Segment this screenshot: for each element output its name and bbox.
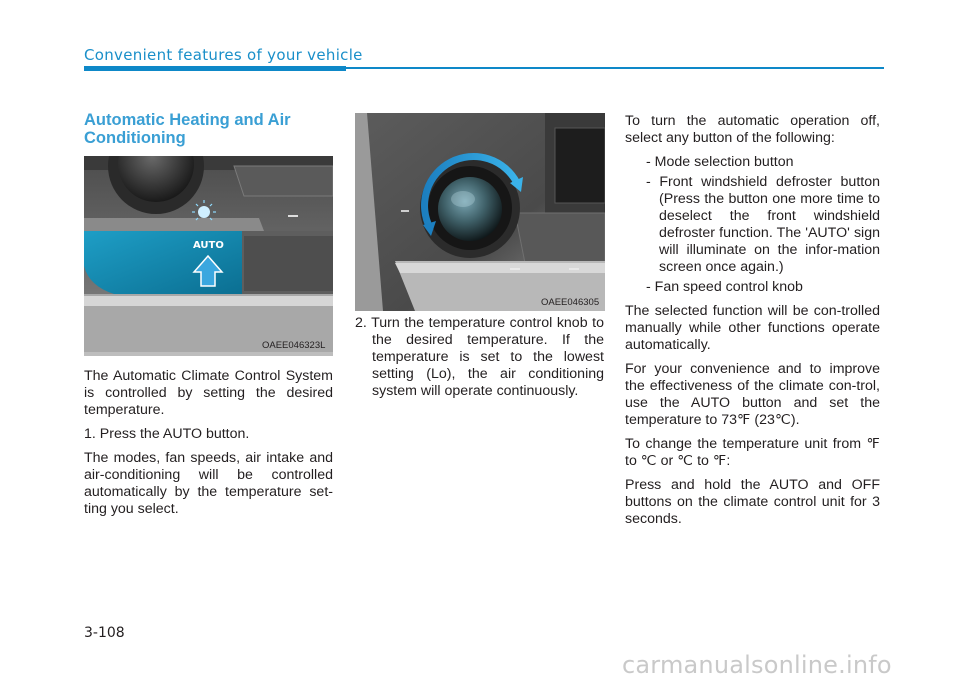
figure-auto-button — [84, 156, 333, 356]
auto-control-paragraph: The modes, fan speeds, air intake and air-conditioning will be controlled automatically by the temperature set-ting you select. — [84, 450, 333, 517]
unit-change-paragraph: To change the temperature unit from ℉ to ℃ or ℃ to ℉: — [625, 436, 880, 469]
step-2: 2. Turn the temperature control knob to the desired temperature. If the temperature is set to the lowest setting (Lo), the air conditioning system will operate continuously. — [355, 315, 604, 399]
temperature-knob-illustration — [355, 113, 605, 311]
chapter-title: Convenient features of your vehicle — [84, 46, 363, 64]
step-1: 1. Press the AUTO button. — [84, 426, 250, 442]
list-item: - Fan speed control knob — [646, 279, 803, 295]
figure2-code: OAEE046305 — [541, 297, 600, 308]
section-title: Automatic Heating and Air Conditioning — [84, 111, 291, 147]
header-bar — [84, 66, 346, 71]
page-number: 3-108 — [84, 625, 125, 641]
column-2-text — [355, 315, 604, 407]
list-item: - Front windshield defroster button (Press the button one more time to deselect the front windshield defroster function. The 'AUTO' sign will illuminate on the infor-mation screen once again.) — [646, 174, 880, 275]
figure-temperature-knob — [355, 113, 605, 311]
turn-off-paragraph: To turn the automatic operation off, select any button of the following: — [625, 113, 880, 146]
figure1-code: OAEE046323L — [262, 340, 326, 351]
intro-paragraph: The Automatic Climate Control System is controlled by setting the desired temperature. — [84, 368, 333, 418]
watermark: carmanualsonline.info — [622, 651, 892, 679]
auto-label: AUTO — [193, 240, 224, 251]
column-1-text — [84, 368, 333, 525]
recommendation-paragraph: For your convenience and to improve the effectiveness of the climate con-trol, use the AUTO button and set the temperature to 73℉ (23℃). — [625, 361, 880, 428]
list-item: - Mode selection button — [646, 154, 794, 170]
unit-change-instruction: Press and hold the AUTO and OFF buttons on the climate control unit for 3 seconds. — [625, 477, 880, 527]
manual-control-paragraph: The selected function will be con-trolled manually while other functions operate automatically. — [625, 303, 880, 353]
column-3-text — [625, 113, 880, 535]
auto-button-illustration — [84, 156, 333, 356]
header-rule — [346, 67, 884, 69]
